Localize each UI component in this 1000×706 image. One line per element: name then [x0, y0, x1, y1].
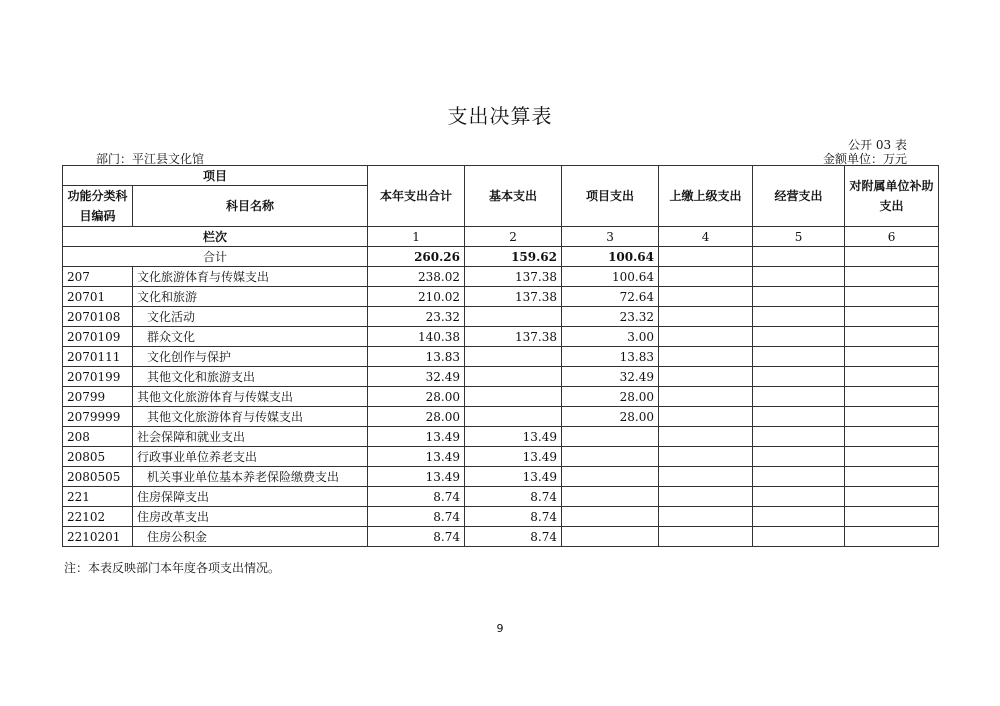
row-project — [562, 527, 659, 547]
row-code: 20799 — [63, 387, 133, 407]
row-total: 8.74 — [368, 527, 465, 547]
row-basic: 137.38 — [465, 327, 562, 347]
header-basic: 基本支出 — [465, 166, 562, 227]
page-title: 支出决算表 — [447, 104, 553, 128]
row-project: 72.64 — [562, 287, 659, 307]
column-number: 3 — [562, 227, 659, 247]
row-basic: 13.49 — [465, 467, 562, 487]
page-number: 9 — [496, 622, 504, 635]
row-code: 2070111 — [63, 347, 133, 367]
row-name: 其他文化旅游体育与传媒支出 — [133, 407, 368, 427]
row-upper — [659, 267, 753, 287]
table-row — [63, 447, 939, 467]
row-project: 100.64 — [562, 267, 659, 287]
row-total: 28.00 — [368, 407, 465, 427]
row-business — [753, 367, 845, 387]
row-subsidy — [845, 267, 939, 287]
row-total: 13.49 — [368, 467, 465, 487]
row-total: 8.74 — [368, 507, 465, 527]
column-number: 4 — [659, 227, 753, 247]
header-subsidy: 对附属单位补助支出 — [845, 166, 939, 227]
expenditure-table — [62, 165, 939, 547]
row-basic: 137.38 — [465, 267, 562, 287]
column-number: 5 — [753, 227, 845, 247]
row-total: 140.38 — [368, 327, 465, 347]
row-name: 社会保障和就业支出 — [133, 427, 368, 447]
row-business — [753, 507, 845, 527]
header-upper: 上缴上级支出 — [659, 166, 753, 227]
row-project — [562, 447, 659, 467]
row-code: 2080505 — [63, 467, 133, 487]
row-subsidy — [845, 287, 939, 307]
row-name: 住房改革支出 — [133, 507, 368, 527]
row-upper — [659, 367, 753, 387]
row-subsidy — [845, 367, 939, 387]
row-total: 23.32 — [368, 307, 465, 327]
row-name: 其他文化旅游体育与传媒支出 — [133, 387, 368, 407]
table-row — [63, 387, 939, 407]
summary-business — [753, 247, 845, 267]
row-upper — [659, 307, 753, 327]
row-subsidy — [845, 427, 939, 447]
row-subsidy — [845, 447, 939, 467]
row-upper — [659, 487, 753, 507]
row-upper — [659, 527, 753, 547]
table-row — [63, 327, 939, 347]
table-row — [63, 487, 939, 507]
row-code: 22102 — [63, 507, 133, 527]
header-name: 科目名称 — [133, 186, 368, 227]
row-upper — [659, 387, 753, 407]
row-business — [753, 387, 845, 407]
header-business: 经营支出 — [753, 166, 845, 227]
row-project — [562, 507, 659, 527]
row-code: 221 — [63, 487, 133, 507]
summary-row — [63, 247, 939, 267]
row-total: 238.02 — [368, 267, 465, 287]
row-project: 32.49 — [562, 367, 659, 387]
table-row — [63, 307, 939, 327]
row-total: 210.02 — [368, 287, 465, 307]
summary-upper — [659, 247, 753, 267]
row-name: 住房公积金 — [133, 527, 368, 547]
row-code: 208 — [63, 427, 133, 447]
table-row — [63, 407, 939, 427]
summary-basic: 159.62 — [465, 247, 562, 267]
row-total: 13.49 — [368, 427, 465, 447]
row-upper — [659, 467, 753, 487]
row-basic: 13.49 — [465, 427, 562, 447]
column-number: 6 — [845, 227, 939, 247]
row-project — [562, 467, 659, 487]
row-code: 2070108 — [63, 307, 133, 327]
table-row — [63, 427, 939, 447]
row-name: 群众文化 — [133, 327, 368, 347]
department-label: 部门：平江县文化馆 — [96, 152, 205, 166]
row-upper — [659, 407, 753, 427]
row-basic — [465, 407, 562, 427]
row-name: 机关事业单位基本养老保险缴费支出 — [133, 467, 368, 487]
row-code: 2210201 — [63, 527, 133, 547]
row-code: 207 — [63, 267, 133, 287]
row-business — [753, 327, 845, 347]
row-upper — [659, 347, 753, 367]
row-name: 文化创作与保护 — [133, 347, 368, 367]
row-business — [753, 427, 845, 447]
table-row — [63, 367, 939, 387]
row-basic — [465, 387, 562, 407]
row-business — [753, 527, 845, 547]
row-subsidy — [845, 307, 939, 327]
row-business — [753, 467, 845, 487]
summary-label: 合计 — [63, 247, 368, 267]
row-business — [753, 487, 845, 507]
row-business — [753, 447, 845, 467]
row-subsidy — [845, 347, 939, 367]
column-number-label: 栏次 — [63, 227, 368, 247]
row-name: 其他文化和旅游支出 — [133, 367, 368, 387]
summary-project: 100.64 — [562, 247, 659, 267]
header-item: 项目 — [63, 166, 368, 186]
row-total: 13.83 — [368, 347, 465, 367]
row-upper — [659, 507, 753, 527]
row-business — [753, 347, 845, 367]
row-code: 2079999 — [63, 407, 133, 427]
row-subsidy — [845, 387, 939, 407]
header-code: 功能分类科目编码 — [63, 186, 133, 227]
row-subsidy — [845, 467, 939, 487]
row-code: 20805 — [63, 447, 133, 467]
table-row — [63, 507, 939, 527]
row-name: 住房保障支出 — [133, 487, 368, 507]
unit-label: 金额单位：万元 — [822, 152, 907, 166]
row-business — [753, 267, 845, 287]
table-note: 注：本表反映部门本年度各项支出情况。 — [64, 561, 281, 575]
row-code: 2070109 — [63, 327, 133, 347]
row-subsidy — [845, 527, 939, 547]
summary-total: 260.26 — [368, 247, 465, 267]
row-business — [753, 287, 845, 307]
row-name: 文化和旅游 — [133, 287, 368, 307]
row-basic: 8.74 — [465, 507, 562, 527]
row-business — [753, 407, 845, 427]
row-code: 2070199 — [63, 367, 133, 387]
row-project: 28.00 — [562, 407, 659, 427]
header-total: 本年支出合计 — [368, 166, 465, 227]
row-subsidy — [845, 407, 939, 427]
form-number: 公开 03 表 — [848, 138, 907, 152]
row-total: 8.74 — [368, 487, 465, 507]
row-project: 13.83 — [562, 347, 659, 367]
row-project: 23.32 — [562, 307, 659, 327]
row-total: 28.00 — [368, 387, 465, 407]
row-business — [753, 307, 845, 327]
row-basic: 137.38 — [465, 287, 562, 307]
row-subsidy — [845, 507, 939, 527]
table-row — [63, 287, 939, 307]
row-project — [562, 487, 659, 507]
row-upper — [659, 447, 753, 467]
row-total: 13.49 — [368, 447, 465, 467]
row-basic: 8.74 — [465, 527, 562, 547]
table-row — [63, 347, 939, 367]
column-number: 2 — [465, 227, 562, 247]
row-basic: 13.49 — [465, 447, 562, 467]
row-basic — [465, 367, 562, 387]
table-row — [63, 467, 939, 487]
column-number: 1 — [368, 227, 465, 247]
row-basic — [465, 347, 562, 367]
row-subsidy — [845, 327, 939, 347]
row-code: 20701 — [63, 287, 133, 307]
row-upper — [659, 427, 753, 447]
table-row — [63, 267, 939, 287]
header-project: 项目支出 — [562, 166, 659, 227]
summary-subsidy — [845, 247, 939, 267]
row-project: 28.00 — [562, 387, 659, 407]
row-name: 文化旅游体育与传媒支出 — [133, 267, 368, 287]
row-basic: 8.74 — [465, 487, 562, 507]
row-project — [562, 427, 659, 447]
row-subsidy — [845, 487, 939, 507]
row-name: 文化活动 — [133, 307, 368, 327]
row-upper — [659, 287, 753, 307]
row-total: 32.49 — [368, 367, 465, 387]
row-name: 行政事业单位养老支出 — [133, 447, 368, 467]
row-project: 3.00 — [562, 327, 659, 347]
row-basic — [465, 307, 562, 327]
table-row — [63, 527, 939, 547]
row-upper — [659, 327, 753, 347]
